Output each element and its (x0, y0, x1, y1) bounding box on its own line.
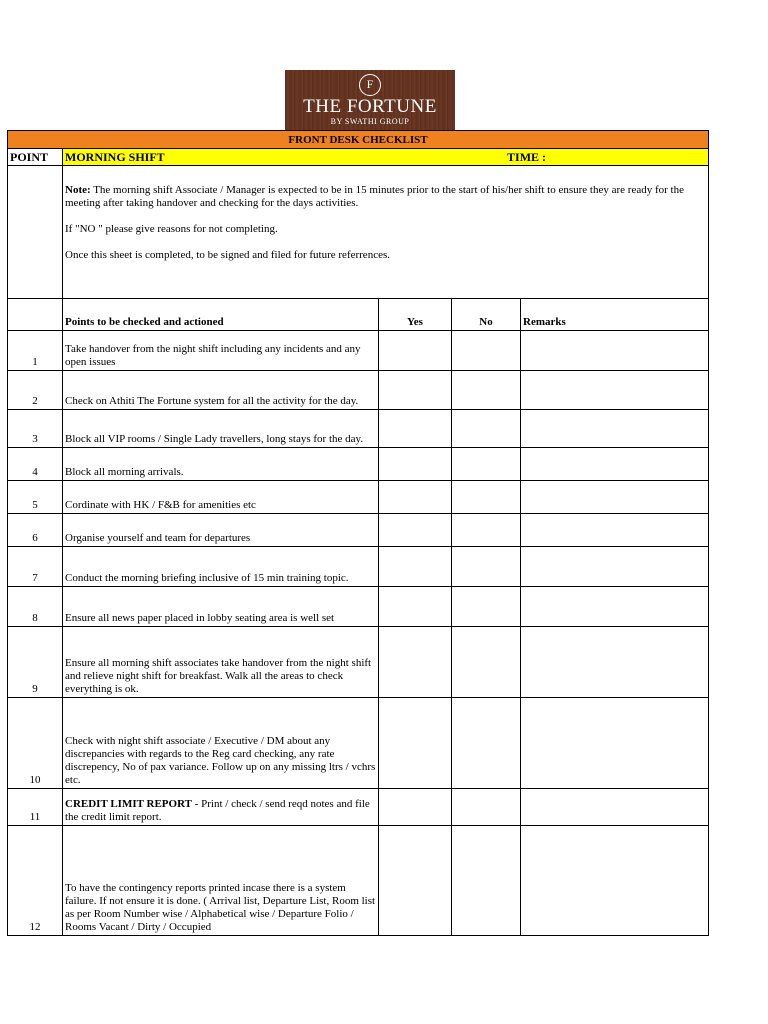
no-cell[interactable] (452, 514, 521, 547)
note-point-cell (8, 166, 63, 299)
time-label: TIME : (507, 150, 547, 164)
item-number: 11 (8, 789, 63, 826)
title-row (8, 131, 709, 149)
no-cell[interactable] (452, 789, 521, 826)
table-row (8, 331, 709, 371)
item-number: 4 (8, 448, 63, 481)
item-number: 3 (8, 410, 63, 448)
table-row (8, 627, 709, 698)
yes-cell[interactable] (379, 698, 452, 789)
no-cell[interactable] (452, 331, 521, 371)
no-cell[interactable] (452, 698, 521, 789)
yes-cell[interactable] (379, 789, 452, 826)
yes-cell[interactable] (379, 371, 452, 410)
remarks-cell[interactable] (521, 627, 709, 698)
item-text: Conduct the morning briefing inclusive of 15 min training topic. (63, 547, 379, 587)
shift-cell (63, 149, 709, 166)
logo-title: THE FORTUNE (303, 96, 437, 117)
no-cell[interactable] (452, 410, 521, 448)
table-row (8, 698, 709, 789)
item-text: Block all morning arrivals. (63, 448, 379, 481)
yes-cell[interactable] (379, 587, 452, 627)
header-blank (8, 299, 63, 331)
logo-subtitle: BY SWATHI GROUP (330, 117, 410, 126)
item-text: Ensure all news paper placed in lobby seating area is well set (63, 587, 379, 627)
note-paragraph (65, 184, 706, 210)
header-remarks: Remarks (521, 299, 709, 331)
remarks-cell[interactable] (521, 331, 709, 371)
note-no-reason: If "NO " please give reasons for not completing. (65, 223, 278, 235)
note-sign-instruction: Once this sheet is completed, to be signed and filed for future referrences. (65, 249, 390, 261)
yes-cell[interactable] (379, 826, 452, 936)
note-label: Note: (65, 184, 91, 196)
remarks-cell[interactable] (521, 448, 709, 481)
no-cell[interactable] (452, 826, 521, 936)
no-cell[interactable] (452, 371, 521, 410)
item-text: Organise yourself and team for departures (63, 514, 379, 547)
item-number: 2 (8, 371, 63, 410)
item-number: 1 (8, 331, 63, 371)
remarks-cell[interactable] (521, 410, 709, 448)
no-cell[interactable] (452, 448, 521, 481)
item-number: 8 (8, 587, 63, 627)
table-row (8, 371, 709, 410)
table-row (8, 448, 709, 481)
point-header: POINT (8, 149, 63, 166)
item-number: 5 (8, 481, 63, 514)
remarks-cell[interactable] (521, 481, 709, 514)
item-number: 9 (8, 627, 63, 698)
note-row (8, 166, 709, 299)
item-text: To have the contingency reports printed incase there is a system failure. If not ensure it is done. ( Arrival list, Departure List, Room list as per Room Number wise / Alphabetical wise / Departure Folio / Rooms Vacant / Dirty / Occupied (63, 826, 379, 936)
credit-limit-report-label: CREDIT LIMIT REPORT (65, 798, 192, 810)
column-header-row (8, 299, 709, 331)
sheet-title: FRONT DESK CHECKLIST (8, 131, 709, 149)
yes-cell[interactable] (379, 627, 452, 698)
item-text-rest: - Print / check / send reqd notes and file the credit limit report. (65, 798, 370, 823)
item-number: 10 (8, 698, 63, 789)
item-text: Block all VIP rooms / Single Lady travellers, long stays for the day. (63, 410, 379, 448)
item-text: Check with night shift associate / Executive / DM about any discrepancies with regards to the Reg card checking, any rate discrepency, No of pax variance. Follow up on any missing ltrs / vchrs etc. (63, 698, 379, 789)
remarks-cell[interactable] (521, 514, 709, 547)
remarks-cell[interactable] (521, 698, 709, 789)
header-points: Points to be checked and actioned (63, 299, 379, 331)
shift-row (8, 149, 709, 166)
table-row (8, 514, 709, 547)
item-text (63, 789, 379, 826)
no-cell[interactable] (452, 547, 521, 587)
no-cell[interactable] (452, 587, 521, 627)
note-text: The morning shift Associate / Manager is expected to be in 15 minutes prior to the start of his/her shift to ensure they are ready for the meeting after taking handover and checking for the days activities. (65, 184, 684, 209)
hotel-logo (285, 70, 455, 130)
remarks-cell[interactable] (521, 789, 709, 826)
item-number: 12 (8, 826, 63, 936)
item-number: 6 (8, 514, 63, 547)
logo-emblem-icon: F (359, 74, 381, 96)
yes-cell[interactable] (379, 514, 452, 547)
item-text: Take handover from the night shift including any incidents and any open issues (63, 331, 379, 371)
yes-cell[interactable] (379, 448, 452, 481)
remarks-cell[interactable] (521, 826, 709, 936)
table-row (8, 587, 709, 627)
remarks-cell[interactable] (521, 547, 709, 587)
remarks-cell[interactable] (521, 587, 709, 627)
checklist-table (7, 130, 709, 936)
note-cell (63, 166, 709, 299)
table-row (8, 547, 709, 587)
yes-cell[interactable] (379, 547, 452, 587)
item-number: 7 (8, 547, 63, 587)
table-row (8, 826, 709, 936)
no-cell[interactable] (452, 481, 521, 514)
yes-cell[interactable] (379, 331, 452, 371)
item-text: Ensure all morning shift associates take handover from the night shift and relieve night shift for breakfast. Walk all the areas to check everything is ok. (63, 627, 379, 698)
remarks-cell[interactable] (521, 371, 709, 410)
table-row (8, 410, 709, 448)
item-text: Cordinate with HK / F&B for amenities etc (63, 481, 379, 514)
header-no: No (452, 299, 521, 331)
table-row (8, 481, 709, 514)
no-cell[interactable] (452, 627, 521, 698)
item-text: Check on Athiti The Fortune system for all the activity for the day. (63, 371, 379, 410)
shift-label: MORNING SHIFT (65, 150, 165, 164)
yes-cell[interactable] (379, 481, 452, 514)
header-yes: Yes (379, 299, 452, 331)
yes-cell[interactable] (379, 410, 452, 448)
table-row (8, 789, 709, 826)
